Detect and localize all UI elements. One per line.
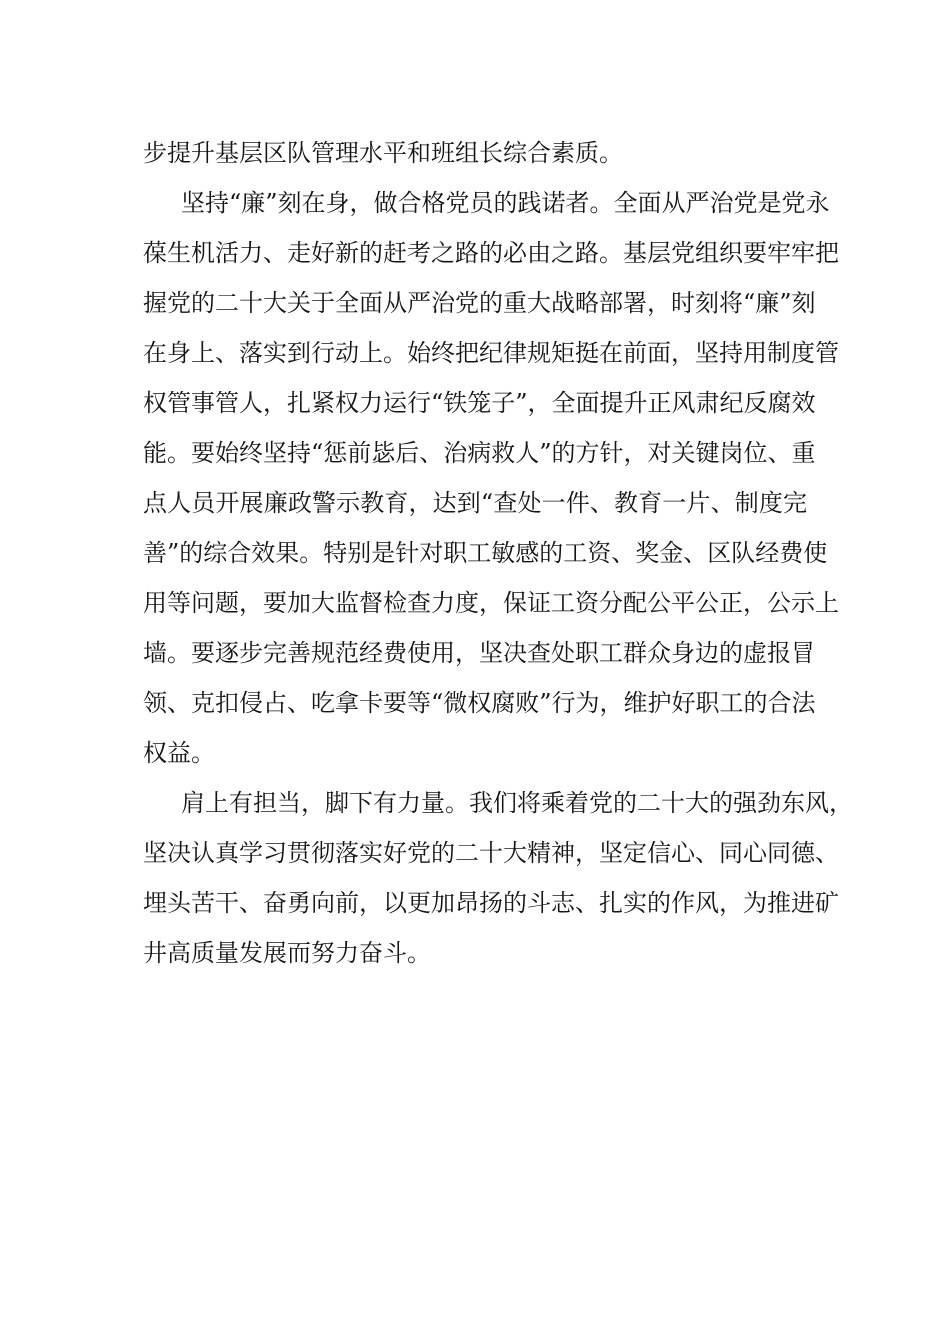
text-line: 点人员开展廉政警示教育，达到“查处一件、教育一片、制度完 xyxy=(143,489,807,517)
text-line: 权管事管人，扎紧权力运行“铁笼子”，全面提升正风肃纪反腐效 xyxy=(143,389,816,417)
text-line: 权益。 xyxy=(143,739,215,767)
text-line: 井高质量发展而努力奋斗。 xyxy=(143,939,431,967)
document-body xyxy=(143,128,853,978)
text-line: 墙。要逐步完善规范经费使用，坚决查处职工群众身边的虚报冒 xyxy=(143,639,815,667)
text-line: 埋头苦干、奋勇向前，以更加昂扬的斗志、扎实的作风，为推进矿 xyxy=(143,889,839,917)
text-line: 肩上有担当，脚下有力量。我们将乘着党的二十大的强劲东风， xyxy=(181,789,853,817)
text-line: 能。要始终坚持“惩前毖后、治病救人”的方针，对关键岗位、重 xyxy=(143,439,816,467)
text-line: 葆生机活力、走好新的赶考之路的必由之路。基层党组织要牢牢把 xyxy=(143,239,839,267)
text-line: 坚持“廉”刻在身，做合格党员的践诺者。全面从严治党是党永 xyxy=(181,189,830,217)
text-line: 领、克扣侵占、吃拿卡要等“微权腐败”行为，维护好职工的合法 xyxy=(143,689,816,717)
text-line: 步提升基层区队管理水平和班组长综合素质。 xyxy=(143,139,623,167)
text-line: 用等问题，要加大监督检查力度，保证工资分配公平公正，公示上 xyxy=(143,589,839,617)
text-line: 坚决认真学习贯彻落实好党的二十大精神，坚定信心、同心同德、 xyxy=(143,839,839,867)
text-line: 握党的二十大关于全面从严治党的重大战略部署，时刻将“廉”刻 xyxy=(143,289,816,317)
text-line: 在身上、落实到行动上。始终把纪律规矩挺在前面，坚持用制度管 xyxy=(143,339,839,367)
text-line: 善”的综合效果。特别是针对职工敏感的工资、奖金、区队经费使 xyxy=(143,539,828,567)
